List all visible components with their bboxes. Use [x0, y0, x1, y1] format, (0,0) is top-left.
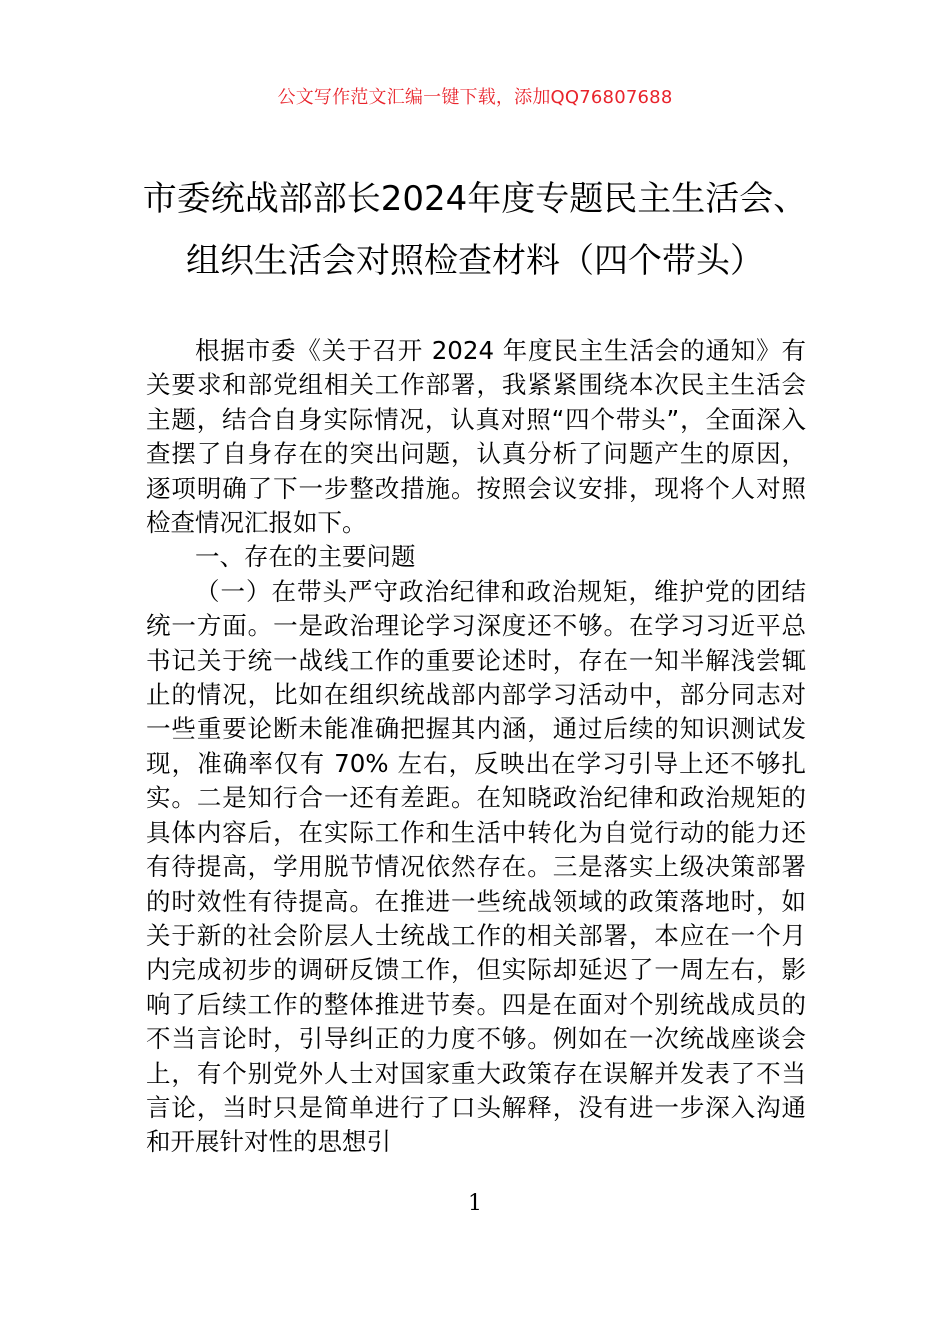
title-line-1: 市委统战部部长2024年度专题民主生活会、 [142, 179, 808, 219]
problem-paragraph-1: （一）在带头严守政治纪律和政治规矩，维护党的团结统一方面。一是政治理论学习深度还不够。在学习习近平总书记关于统一战线工作的重要论述时，存在一知半解浅尝辄止的情况，比如在组织统战部内部学习活动中，部分同志对一些重要论断未能准确把握其内涵，通过后续的知识测试发现，准确率仅有 70% 左右，反映出在学习引导上还不够扎实。二是知行合一还有差距。在知晓政治纪律和政治规矩的具体内容后，在实际工作和生活中转化为自觉行动的能力还有待提高，学用脱节情况依然存在。三是落实上级决策部署的时效性有待提高。在推进一些统战领域的政策落地时，如关于新的社会阶层人士统战工作的相关部署，本应在一个月内完成初步的调研反馈工作，但实际却延迟了一周左右，影响了后续工作的整体推进节奏。四是在面对个别统战成员的不当言论时，引导纠正的力度不够。例如在一次统战座谈会上，有个别党外人士对国家重大政策存在误解并发表了不当言论，当时只是简单进行了口头解释，没有进一步深入沟通和开展针对性的思想引 [146, 576, 806, 1157]
page-number: 1 [468, 1191, 482, 1216]
intro-paragraph: 根据市委《关于召开 2024 年度民主生活会的通知》有关要求和部党组相关工作部署，我紧紧围绕本次民主生活会主题，结合自身实际情况，认真对照“四个带头”，全面深入查摆了自身存在的突出问题，认真分析了问题产生的原因，逐项明确了下一步整改措施。按照会议安排，现将个人对照检查情况汇报如下。 [146, 336, 806, 538]
section-heading-main-problems: 一、存在的主要问题 [195, 542, 416, 572]
document-title [60, 168, 890, 292]
title-line-2: 组织生活会对照检查材料（四个带头） [186, 241, 764, 281]
header-download-note: 公文写作范文汇编一键下载，添加QQ76807688 [277, 87, 673, 108]
document-body [146, 334, 806, 1160]
